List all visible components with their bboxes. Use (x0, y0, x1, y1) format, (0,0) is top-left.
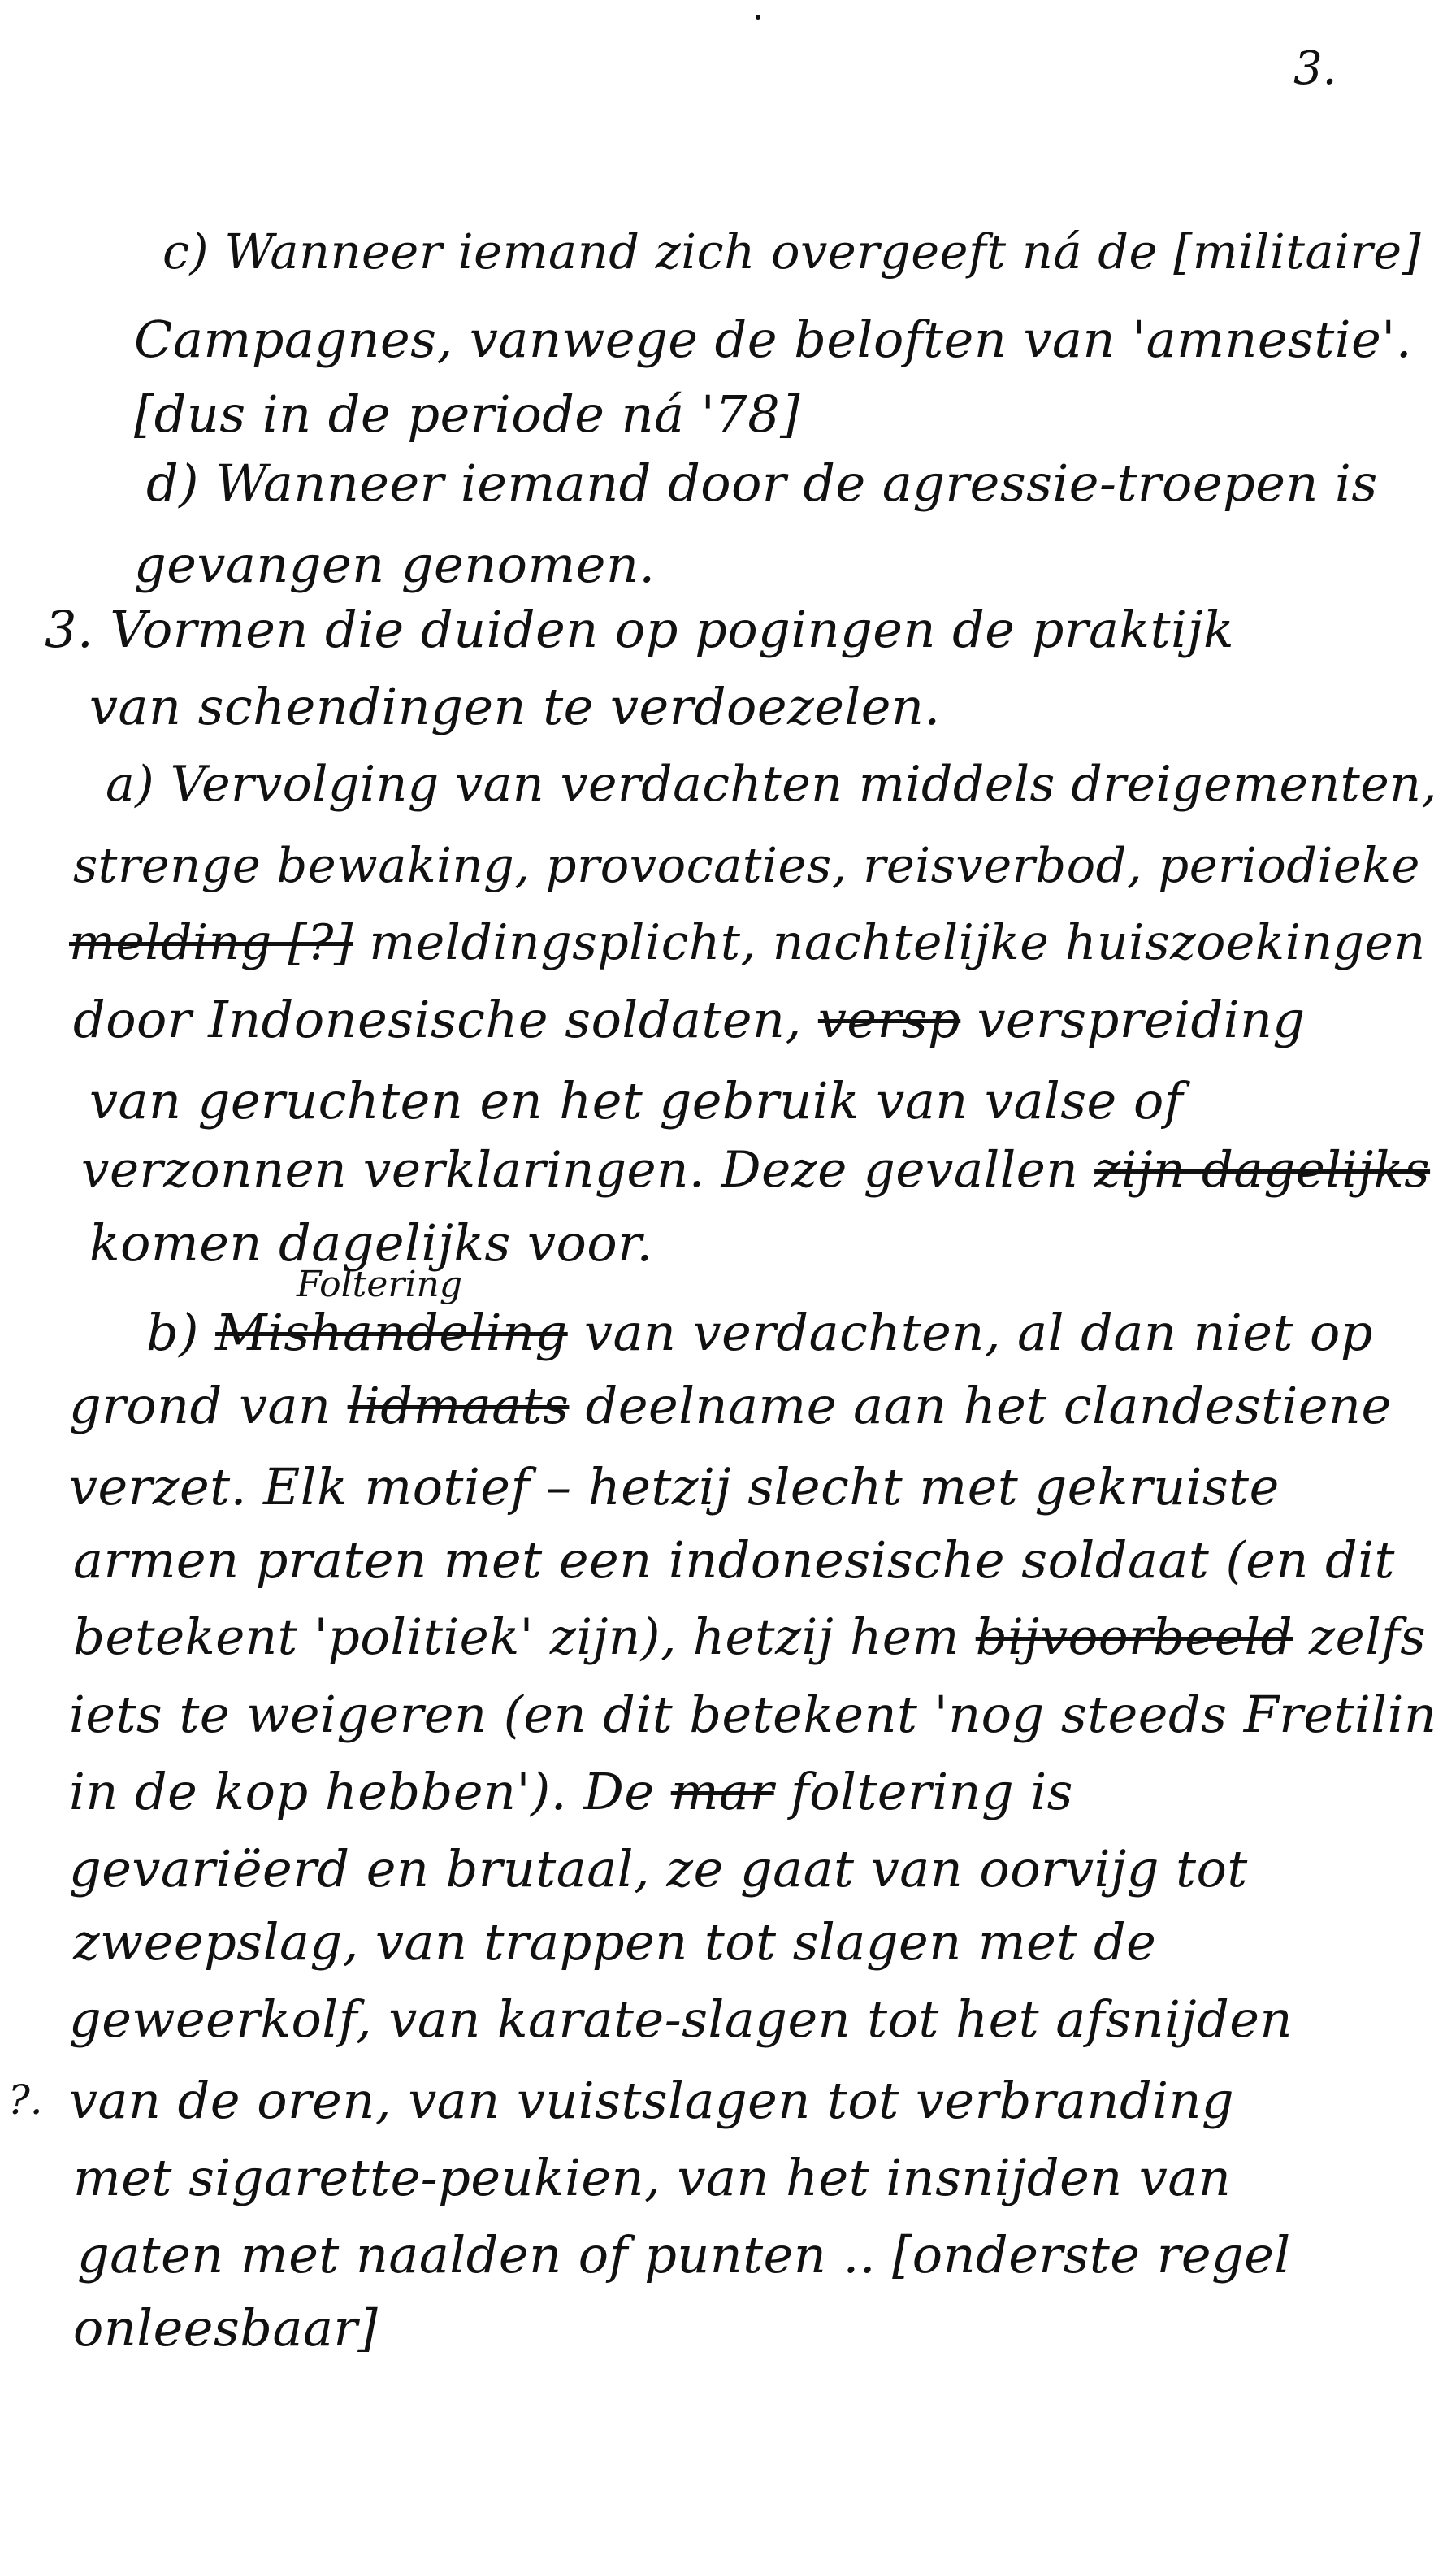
struck-word: lidmaats (347, 1376, 570, 1435)
ink-speck (756, 15, 760, 20)
line-4: d) Wanneer iemand door de agressie-troepen is (146, 453, 1378, 513)
page-number: 3. (1294, 42, 1337, 95)
line-6: 3. Vormen die duiden op pogingen de praktijk (45, 600, 1235, 659)
line-28: onleesbaar] (73, 2298, 379, 2358)
line-1: c) Wanneer iemand zich overgeeft ná de [militaire] (162, 223, 1422, 280)
struck-word: zijn dagelijks (1094, 1141, 1431, 1199)
margin-mark: ?. (8, 2076, 43, 2124)
line-7: van schendingen te verdoezelen. (89, 677, 941, 736)
line-27: gaten met naalden of punten .. [onderste regel (77, 2225, 1291, 2284)
line-23: zweepslag, van trappen tot slagen met de (73, 1912, 1157, 1972)
inserted-word: Foltering (297, 1264, 463, 1305)
line-12: van geruchten en het gebruik van valse of (89, 1071, 1184, 1130)
struck-word: bijvoorbeeld (975, 1608, 1294, 1666)
struck-word: mar (670, 1762, 774, 1821)
line-2: Campagnes, vanwege de beloften van 'amnestie'. (134, 310, 1413, 369)
line-25: van de oren, van vuistslagen tot verbranding (69, 2071, 1235, 2130)
line-24: geweerkolf, van karate-slagen tot het afsnijden (69, 1989, 1293, 2049)
struck-word: versp (817, 990, 961, 1049)
line-26: met sigarette-peukien, van het insnijden van (73, 2148, 1232, 2207)
struck-word: Mishandeling (215, 1303, 568, 1362)
line-10: melding [?] meldingsplicht, nachtelijke huiszoekingen (69, 914, 1426, 971)
line-15: b) Mishandeling van verdachten, al dan niet op (146, 1303, 1374, 1362)
struck-word: melding [?] (69, 914, 353, 971)
line-22: gevariëerd en brutaal, ze gaat van oorvijg tot (69, 1839, 1248, 1898)
line-5: gevangen genomen. (134, 535, 656, 594)
line-3: [dus in de periode ná '78] (134, 384, 800, 444)
line-11: door Indonesische soldaten, versp verspreiding (73, 990, 1306, 1049)
line-8: a) Vervolging van verdachten middels dreigementen, (106, 756, 1437, 813)
line-13: verzonnen verklaringen. Deze gevallen zijn dagelijks (81, 1141, 1431, 1199)
line-17: verzet. Elk motief – hetzij slecht met gekruiste (69, 1457, 1280, 1516)
line-20: iets te weigeren (en dit betekent 'nog steeds Fretilin (69, 1685, 1437, 1744)
line-19: betekent 'politiek' zijn), hetzij hem bijvoorbeeld zelfs (73, 1608, 1427, 1666)
line-21: in de kop hebben'). De mar foltering is (69, 1762, 1073, 1821)
line-16: grond van lidmaats deelname aan het clandestiene (69, 1376, 1392, 1435)
line-18: armen praten met een indonesische soldaat (en dit (73, 1530, 1395, 1590)
line-14: komen dagelijks voor. (89, 1213, 653, 1273)
line-9: strenge bewaking, provocaties, reisverbod, periodieke (73, 837, 1420, 893)
